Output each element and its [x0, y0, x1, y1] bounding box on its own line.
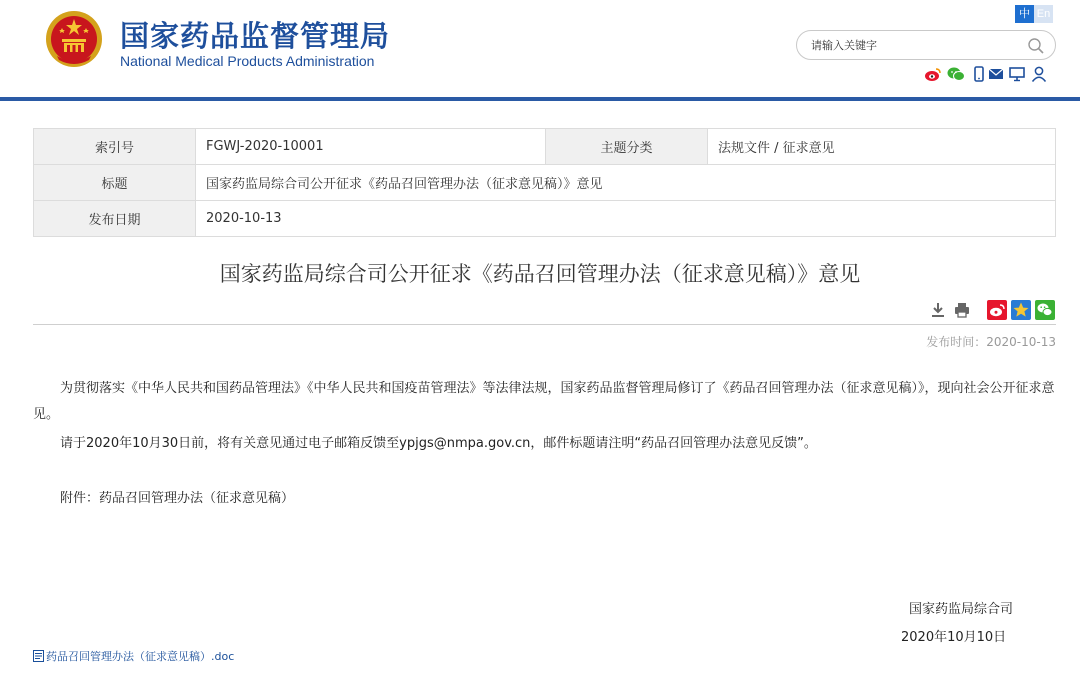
- category-value: 法规文件 / 征求意见: [708, 129, 1056, 165]
- index-label: 索引号: [34, 129, 196, 165]
- screen-icon[interactable]: [1008, 66, 1026, 82]
- download-icon[interactable]: [928, 300, 948, 320]
- header-divider: [0, 97, 1080, 101]
- weibo-icon[interactable]: [924, 66, 942, 82]
- info-table: [33, 128, 1056, 237]
- site-header: [0, 0, 1080, 99]
- lang-en-button[interactable]: En: [1034, 5, 1053, 23]
- search-icon[interactable]: [1027, 37, 1045, 55]
- search-input[interactable]: [811, 36, 1021, 54]
- favorite-icon[interactable]: [1011, 300, 1031, 320]
- wechat-icon[interactable]: [947, 66, 965, 82]
- article-paragraph-2: 请于2020年10月30日前，将有关意见通过电子邮箱反馈至ypjgs@nmpa.gov.cn，邮件标题请注明“药品召回管理办法意见反馈”。: [60, 436, 817, 451]
- table-row: [34, 201, 1056, 237]
- attachment-link-label[interactable]: 药品召回管理办法（征求意见稿）.doc: [46, 650, 235, 663]
- publish-time: 发布时间：2020-10-13: [926, 335, 1056, 349]
- print-icon[interactable]: [952, 300, 972, 320]
- index-value: FGWJ-2020-10001: [196, 129, 546, 165]
- lang-zh-button[interactable]: 中: [1015, 5, 1034, 23]
- mobile-icon[interactable]: [970, 66, 988, 82]
- national-emblem-icon: [45, 10, 103, 68]
- table-row: [34, 165, 1056, 201]
- mail-icon[interactable]: [987, 66, 1005, 82]
- article-attachment-note: 附件：药品召回管理办法（征求意见稿）: [60, 491, 295, 506]
- page-title: 国家药监局综合司公开征求《药品召回管理办法（征求意见稿）》意见: [219, 262, 861, 286]
- table-row: [34, 129, 1056, 165]
- category-label: 主题分类: [546, 129, 708, 165]
- user-icon[interactable]: [1030, 66, 1048, 82]
- title-value: 国家药监局综合司公开征求《药品召回管理办法（征求意见稿）》意见: [196, 165, 1056, 201]
- site-title-cn[interactable]: 国家药品监督管理局: [120, 19, 391, 53]
- date-label: 发布日期: [34, 201, 196, 237]
- attachment-link[interactable]: [33, 648, 234, 664]
- article-paragraph-1: 为贯彻落实《中华人民共和国药品管理法》《中华人民共和国疫苗管理法》等法律法规，国家药品监督管理局修订了《药品召回管理办法（征求意见稿）》，现向社会公开征求意见。: [33, 381, 1055, 422]
- signature-date: 2020年10月10日: [901, 630, 1007, 645]
- weibo-share-icon[interactable]: [987, 300, 1007, 320]
- date-value: 2020-10-13: [196, 201, 1056, 237]
- word-doc-icon: [33, 650, 44, 662]
- site-title-en[interactable]: National Medical Products Administration: [120, 53, 375, 69]
- signature-org: 国家药监局综合司: [909, 602, 1014, 617]
- search-box[interactable]: [796, 30, 1056, 60]
- title-label: 标题: [34, 165, 196, 201]
- title-divider: [33, 324, 1056, 325]
- wechat-share-icon[interactable]: [1035, 300, 1055, 320]
